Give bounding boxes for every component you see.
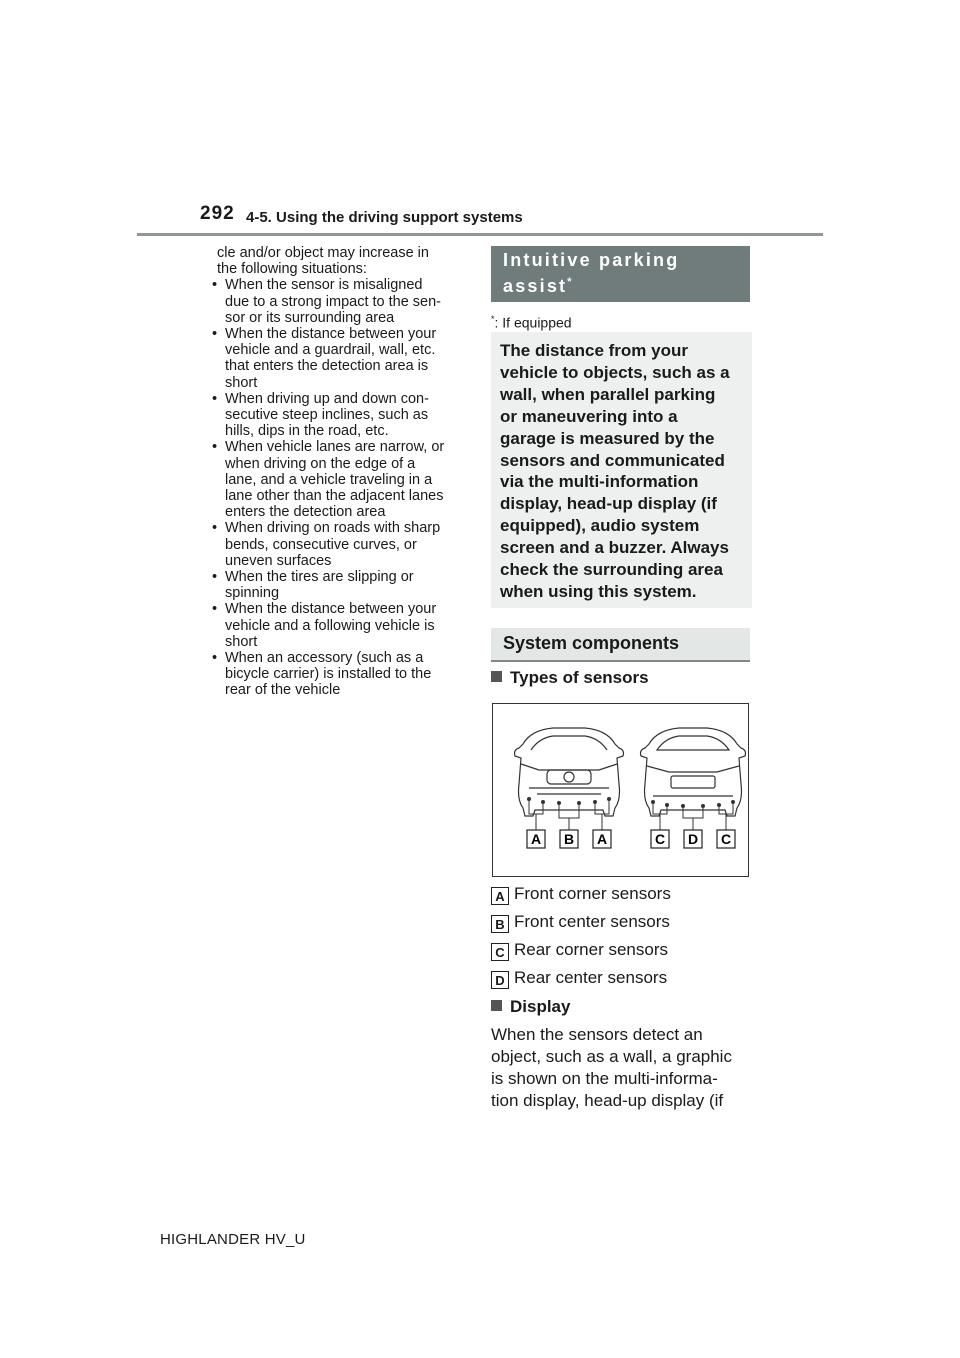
left-column xyxy=(209,245,471,699)
page-number: 292 xyxy=(200,203,235,224)
square-bullet-icon xyxy=(491,671,502,682)
vehicle-diagram xyxy=(493,704,748,876)
components-title: System components xyxy=(491,628,750,662)
footnote-text: : If equipped xyxy=(494,314,572,331)
types-heading-text: Types of sensors xyxy=(510,668,649,687)
asterisk-mark: * xyxy=(567,276,574,288)
front-sensor-dots xyxy=(527,797,611,805)
list-line: • When an accessory (such as a xyxy=(225,650,424,667)
list-line: that enters the detection area is xyxy=(225,358,429,375)
display-body xyxy=(491,1024,753,1112)
body-line: When the sensors detect an xyxy=(491,1025,703,1044)
list-line: • When the sensor is misaligned xyxy=(225,277,423,294)
summary-line: equipped), audio system xyxy=(500,516,700,536)
list-line: when driving on the edge of a xyxy=(225,455,416,472)
list-item xyxy=(209,650,471,699)
callout-a-right: A xyxy=(596,831,608,847)
summary-line: The distance from your xyxy=(500,341,688,360)
list-line: secutive steep inclines, such as xyxy=(225,407,429,424)
feature-title-line xyxy=(503,271,738,297)
summary-line: or maneuvering into a xyxy=(500,406,678,426)
summary-line: when using this system. xyxy=(500,581,697,601)
legend-text: Front corner sensors xyxy=(514,884,671,903)
list-item xyxy=(209,439,471,520)
feature-title-text: assist xyxy=(503,276,568,296)
front-vehicle-icon xyxy=(515,728,624,816)
square-bullet-icon xyxy=(491,1000,502,1011)
list-item xyxy=(209,569,471,601)
legend-text: Front center sensors xyxy=(514,912,670,931)
list-line: due to a strong impact to the sen- xyxy=(225,293,442,310)
display-heading xyxy=(491,997,570,1017)
list-line: • When driving up and down con- xyxy=(225,390,429,407)
list-line: • When the distance between your xyxy=(225,326,437,343)
legend-item-a xyxy=(491,884,671,904)
callout-a-left: A xyxy=(530,831,542,847)
list-line: sor or its surrounding area xyxy=(225,309,395,326)
list-line: hills, dips in the road, etc. xyxy=(225,423,389,440)
list-item xyxy=(209,520,471,569)
types-heading xyxy=(491,668,649,688)
diagram-callouts xyxy=(527,830,735,848)
intro-line: the following situations: xyxy=(217,261,367,278)
list-item xyxy=(209,326,471,391)
list-line: uneven surfaces xyxy=(225,552,332,569)
summary-box xyxy=(491,332,752,608)
legend-item-d xyxy=(491,968,667,988)
summary-line: wall, when parallel parking xyxy=(500,384,716,404)
summary-line: check the surrounding area xyxy=(500,560,723,580)
feature-title-line: Intuitive parking xyxy=(503,250,680,270)
list-item xyxy=(209,277,471,326)
summary-line: garage is measured by the xyxy=(500,428,715,448)
list-line: bicycle carrier) is installed to the xyxy=(225,666,432,683)
intro-text xyxy=(209,245,471,277)
summary-line: via the multi-information xyxy=(500,472,699,492)
list-line: • When vehicle lanes are narrow, or xyxy=(225,439,445,456)
intro-line: cle and/or object may increase in xyxy=(217,245,429,261)
body-line: tion display, head-up display (if xyxy=(491,1091,724,1110)
callout-d: D xyxy=(687,831,699,847)
legend-key: A xyxy=(491,887,509,905)
body-line: object, such as a wall, a graphic xyxy=(491,1047,732,1066)
sensor-diagram xyxy=(492,703,749,877)
footnote-mark: * xyxy=(491,314,495,324)
list-line: short xyxy=(225,633,258,650)
section-title: 4-5. Using the driving support systems xyxy=(246,209,523,226)
footnote xyxy=(491,314,572,331)
legend-key: B xyxy=(491,915,509,933)
header-rule xyxy=(137,233,823,236)
legend-item-c xyxy=(491,940,668,960)
summary-line: vehicle to objects, such as a xyxy=(500,362,730,382)
list-item xyxy=(209,601,471,650)
summary-line: sensors and communicated xyxy=(500,450,725,470)
list-line: • When the tires are slipping or xyxy=(225,569,414,586)
body-line: is shown on the multi-informa- xyxy=(491,1069,718,1088)
legend-key: D xyxy=(491,971,509,989)
summary-line: display, head-up display (if xyxy=(500,494,717,514)
rear-vehicle-icon xyxy=(641,728,746,816)
list-line: • When driving on roads with sharp xyxy=(225,520,441,537)
summary-line: screen and a buzzer. Always xyxy=(500,538,729,558)
feature-title-box xyxy=(491,246,750,302)
callout-c-right: C xyxy=(720,831,732,847)
list-line: lane other than the adjacent lanes xyxy=(225,488,444,505)
legend-text: Rear corner sensors xyxy=(514,940,669,959)
legend-item-b xyxy=(491,912,670,932)
situation-list xyxy=(209,277,471,698)
list-line: lane, and a vehicle traveling in a xyxy=(225,471,433,488)
list-line: • When the distance between your xyxy=(225,601,437,618)
footer-model: HIGHLANDER HV_U xyxy=(160,1231,306,1248)
list-line: vehicle and a following vehicle is xyxy=(225,617,435,634)
legend-key: C xyxy=(491,943,509,961)
list-line: spinning xyxy=(225,585,280,602)
rear-sensor-dots xyxy=(651,800,735,808)
list-line: vehicle and a guardrail, wall, etc. xyxy=(225,342,436,359)
callout-b: B xyxy=(563,831,575,847)
list-line: rear of the vehicle xyxy=(225,682,341,699)
list-item xyxy=(209,391,471,440)
list-line: short xyxy=(225,374,258,391)
legend-text: Rear center sensors xyxy=(514,968,668,987)
list-line: bends, consecutive curves, or xyxy=(225,536,417,553)
list-line: enters the detection area xyxy=(225,504,386,521)
callout-c-left: C xyxy=(654,831,666,847)
display-heading-text: Display xyxy=(510,997,571,1016)
